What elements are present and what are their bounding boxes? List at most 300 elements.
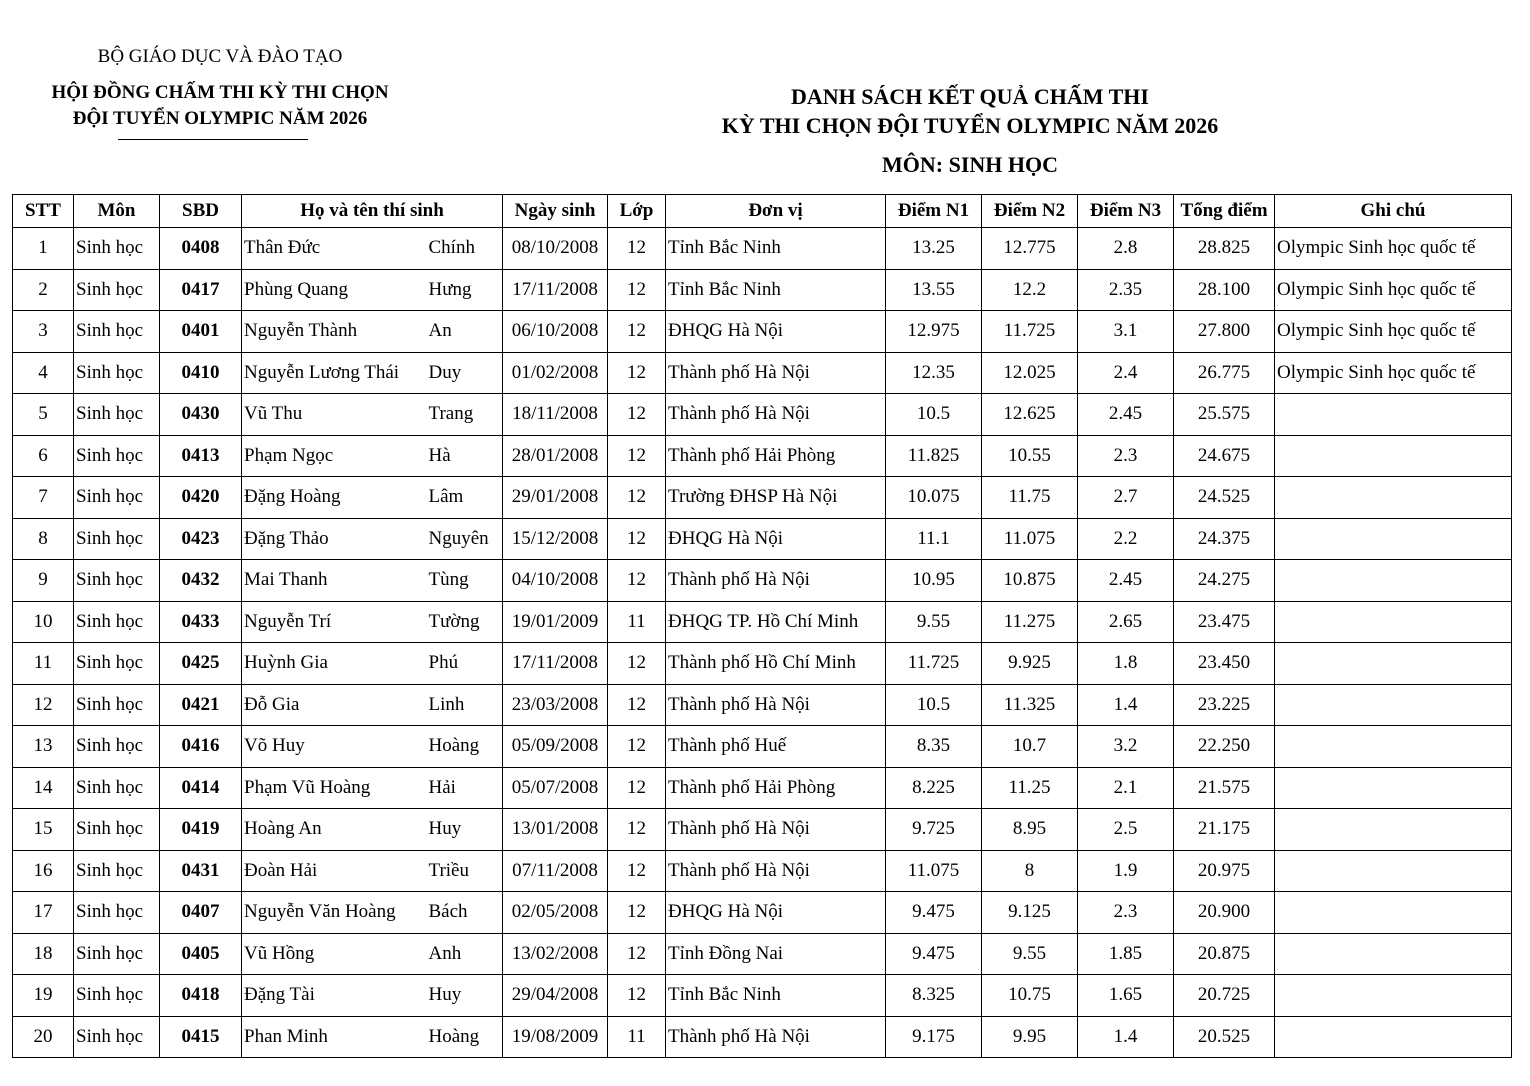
cell-unit: Thành phố Hồ Chí Minh [666,643,886,685]
cell-score-n1: 8.225 [886,767,982,809]
cell-note [1275,975,1512,1017]
cell-subject: Sinh học [74,560,160,602]
cell-dob: 17/11/2008 [503,269,608,311]
cell-total: 24.275 [1174,560,1275,602]
cell-unit: Trường ĐHSP Hà Nội [666,477,886,519]
cell-score-n2: 11.75 [982,477,1078,519]
cell-score-n2: 10.55 [982,435,1078,477]
cell-class: 11 [608,601,666,643]
table-row [13,601,1512,643]
cell-given-name: Triều [427,850,503,892]
cell-note [1275,684,1512,726]
cell-subject: Sinh học [74,311,160,353]
cell-dob: 02/05/2008 [503,892,608,934]
cell-subject: Sinh học [74,601,160,643]
header-sbd: SBD [160,195,242,228]
cell-surname: Võ Huy [242,726,427,768]
cell-score-n1: 13.55 [886,269,982,311]
results-table [12,194,1512,1058]
cell-total: 24.675 [1174,435,1275,477]
cell-score-n3: 1.8 [1078,643,1174,685]
cell-unit: ĐHQG Hà Nội [666,518,886,560]
cell-note: Olympic Sinh học quốc tế [1275,228,1512,270]
cell-given-name: Nguyên [427,518,503,560]
table-row [13,643,1512,685]
cell-score-n3: 2.45 [1078,560,1174,602]
cell-stt: 4 [13,352,74,394]
cell-note [1275,850,1512,892]
cell-given-name: Phú [427,643,503,685]
cell-note: Olympic Sinh học quốc tế [1275,311,1512,353]
header-score-n2: Điểm N2 [982,195,1078,228]
cell-surname: Mai Thanh [242,560,427,602]
table-row [13,933,1512,975]
cell-subject: Sinh học [74,643,160,685]
cell-sbd: 0408 [160,228,242,270]
cell-surname: Đoàn Hải [242,850,427,892]
cell-total: 23.225 [1174,684,1275,726]
cell-score-n3: 2.4 [1078,352,1174,394]
table-row [13,892,1512,934]
cell-given-name: Hải [427,767,503,809]
cell-stt: 11 [13,643,74,685]
cell-sbd: 0418 [160,975,242,1017]
cell-surname: Nguyễn Trí [242,601,427,643]
cell-score-n2: 12.775 [982,228,1078,270]
cell-note [1275,643,1512,685]
cell-score-n1: 9.55 [886,601,982,643]
cell-given-name: Chính [427,228,503,270]
cell-sbd: 0415 [160,1016,242,1058]
cell-stt: 17 [13,892,74,934]
cell-unit: Thành phố Hà Nội [666,560,886,602]
cell-given-name: Linh [427,684,503,726]
cell-class: 12 [608,518,666,560]
cell-given-name: Duy [427,352,503,394]
cell-total: 28.100 [1174,269,1275,311]
cell-class: 11 [608,1016,666,1058]
cell-class: 12 [608,767,666,809]
cell-given-name: Hưng [427,269,503,311]
cell-score-n1: 8.325 [886,975,982,1017]
cell-total: 28.825 [1174,228,1275,270]
cell-dob: 05/07/2008 [503,767,608,809]
cell-score-n1: 10.95 [886,560,982,602]
cell-total: 20.725 [1174,975,1275,1017]
cell-given-name: An [427,311,503,353]
cell-class: 12 [608,643,666,685]
table-row [13,435,1512,477]
issuer-block [20,44,420,132]
cell-unit: Tỉnh Đồng Nai [666,933,886,975]
cell-class: 12 [608,933,666,975]
cell-score-n1: 12.975 [886,311,982,353]
cell-score-n1: 13.25 [886,228,982,270]
cell-surname: Đỗ Gia [242,684,427,726]
cell-given-name: Tường [427,601,503,643]
cell-subject: Sinh học [74,726,160,768]
cell-score-n2: 9.55 [982,933,1078,975]
cell-given-name: Huy [427,975,503,1017]
cell-given-name: Lâm [427,477,503,519]
cell-sbd: 0419 [160,809,242,851]
cell-note [1275,1016,1512,1058]
cell-sbd: 0432 [160,560,242,602]
cell-unit: Thành phố Hà Nội [666,352,886,394]
cell-note: Olympic Sinh học quốc tế [1275,352,1512,394]
cell-unit: Thành phố Hải Phòng [666,435,886,477]
cell-class: 12 [608,892,666,934]
cell-score-n3: 2.7 [1078,477,1174,519]
cell-subject: Sinh học [74,269,160,311]
cell-class: 12 [608,477,666,519]
cell-stt: 10 [13,601,74,643]
cell-score-n1: 9.175 [886,1016,982,1058]
cell-stt: 16 [13,850,74,892]
header-note: Ghi chú [1275,195,1512,228]
cell-dob: 13/02/2008 [503,933,608,975]
cell-sbd: 0405 [160,933,242,975]
table-row [13,726,1512,768]
cell-subject: Sinh học [74,518,160,560]
cell-dob: 17/11/2008 [503,643,608,685]
cell-sbd: 0423 [160,518,242,560]
cell-total: 20.875 [1174,933,1275,975]
cell-score-n3: 2.45 [1078,394,1174,436]
cell-score-n2: 9.125 [982,892,1078,934]
cell-sbd: 0401 [160,311,242,353]
cell-note [1275,601,1512,643]
cell-note [1275,560,1512,602]
cell-score-n1: 9.475 [886,933,982,975]
cell-given-name: Hoàng [427,1016,503,1058]
cell-dob: 06/10/2008 [503,311,608,353]
cell-score-n2: 12.025 [982,352,1078,394]
header-lop: Lớp [608,195,666,228]
cell-subject: Sinh học [74,228,160,270]
cell-dob: 01/02/2008 [503,352,608,394]
header-full-name: Họ và tên thí sinh [242,195,503,228]
cell-surname: Vũ Hồng [242,933,427,975]
cell-surname: Nguyễn Lương Thái [242,352,427,394]
cell-dob: 29/04/2008 [503,975,608,1017]
cell-stt: 8 [13,518,74,560]
cell-score-n2: 8 [982,850,1078,892]
cell-unit: Thành phố Hà Nội [666,809,886,851]
cell-sbd: 0414 [160,767,242,809]
cell-stt: 14 [13,767,74,809]
ministry-name: BỘ GIÁO DỤC VÀ ĐÀO TẠO [97,46,343,67]
cell-surname: Huỳnh Gia [242,643,427,685]
document-title-block [560,82,1380,179]
cell-total: 23.450 [1174,643,1275,685]
cell-stt: 15 [13,809,74,851]
cell-total: 27.800 [1174,311,1275,353]
cell-surname: Nguyễn Văn Hoàng [242,892,427,934]
cell-unit: Tỉnh Bắc Ninh [666,975,886,1017]
cell-subject: Sinh học [74,767,160,809]
cell-score-n3: 2.3 [1078,892,1174,934]
cell-subject: Sinh học [74,394,160,436]
cell-total: 23.475 [1174,601,1275,643]
cell-total: 22.250 [1174,726,1275,768]
cell-subject: Sinh học [74,850,160,892]
cell-total: 21.575 [1174,767,1275,809]
cell-score-n1: 11.825 [886,435,982,477]
cell-class: 12 [608,850,666,892]
cell-stt: 1 [13,228,74,270]
cell-score-n3: 1.4 [1078,1016,1174,1058]
cell-stt: 13 [13,726,74,768]
cell-dob: 29/01/2008 [503,477,608,519]
cell-dob: 04/10/2008 [503,560,608,602]
table-row [13,477,1512,519]
cell-surname: Đặng Thảo [242,518,427,560]
cell-score-n3: 2.1 [1078,767,1174,809]
cell-given-name: Hoàng [427,726,503,768]
cell-note [1275,394,1512,436]
cell-unit: Thành phố Huế [666,726,886,768]
cell-score-n2: 12.625 [982,394,1078,436]
cell-surname: Phùng Quang [242,269,427,311]
table-row [13,850,1512,892]
cell-score-n1: 9.475 [886,892,982,934]
cell-given-name: Bách [427,892,503,934]
cell-dob: 18/11/2008 [503,394,608,436]
table-row [13,394,1512,436]
table-row [13,684,1512,726]
cell-given-name: Huy [427,809,503,851]
cell-score-n1: 10.5 [886,684,982,726]
table-row [13,767,1512,809]
cell-sbd: 0407 [160,892,242,934]
cell-note [1275,767,1512,809]
cell-subject: Sinh học [74,933,160,975]
cell-subject: Sinh học [74,892,160,934]
cell-dob: 05/09/2008 [503,726,608,768]
cell-unit: ĐHQG TP. Hồ Chí Minh [666,601,886,643]
cell-unit: ĐHQG Hà Nội [666,311,886,353]
cell-note [1275,726,1512,768]
cell-score-n3: 3.2 [1078,726,1174,768]
cell-surname: Phan Minh [242,1016,427,1058]
cell-score-n1: 11.725 [886,643,982,685]
cell-note [1275,809,1512,851]
cell-score-n2: 10.7 [982,726,1078,768]
cell-stt: 18 [13,933,74,975]
cell-surname: Thân Đức [242,228,427,270]
cell-dob: 15/12/2008 [503,518,608,560]
cell-subject: Sinh học [74,435,160,477]
table-header-row [13,195,1512,228]
cell-total: 21.175 [1174,809,1275,851]
cell-unit: Thành phố Hải Phòng [666,767,886,809]
cell-class: 12 [608,352,666,394]
cell-subject: Sinh học [74,352,160,394]
cell-subject: Sinh học [74,809,160,851]
cell-surname: Nguyễn Thành [242,311,427,353]
header-stt: STT [13,195,74,228]
cell-surname: Đặng Tài [242,975,427,1017]
table-row [13,560,1512,602]
cell-note [1275,477,1512,519]
cell-score-n3: 2.65 [1078,601,1174,643]
cell-surname: Phạm Ngọc [242,435,427,477]
cell-class: 12 [608,269,666,311]
cell-note [1275,518,1512,560]
cell-subject: Sinh học [74,477,160,519]
cell-sbd: 0416 [160,726,242,768]
cell-note [1275,933,1512,975]
cell-unit: Tỉnh Bắc Ninh [666,228,886,270]
results-body [13,228,1512,1058]
subject-line: MÔN: SINH HỌC [882,152,1058,177]
cell-unit: Tỉnh Bắc Ninh [666,269,886,311]
cell-score-n3: 1.4 [1078,684,1174,726]
cell-score-n1: 10.5 [886,394,982,436]
cell-total: 20.900 [1174,892,1275,934]
document-title: DANH SÁCH KẾT QUẢ CHẤM THI [791,84,1149,109]
cell-class: 12 [608,228,666,270]
cell-score-n3: 3.1 [1078,311,1174,353]
header-score-n3: Điểm N3 [1078,195,1174,228]
header-dob: Ngày sinh [503,195,608,228]
cell-given-name: Trang [427,394,503,436]
cell-subject: Sinh học [74,975,160,1017]
cell-class: 12 [608,560,666,602]
header-mon: Môn [74,195,160,228]
cell-sbd: 0420 [160,477,242,519]
cell-sbd: 0433 [160,601,242,643]
cell-dob: 23/03/2008 [503,684,608,726]
cell-given-name: Hà [427,435,503,477]
header-unit: Đơn vị [666,195,886,228]
cell-stt: 5 [13,394,74,436]
cell-sbd: 0430 [160,394,242,436]
cell-score-n1: 11.1 [886,518,982,560]
cell-stt: 2 [13,269,74,311]
table-row [13,269,1512,311]
cell-unit: Thành phố Hà Nội [666,394,886,436]
cell-sbd: 0413 [160,435,242,477]
cell-class: 12 [608,726,666,768]
cell-stt: 9 [13,560,74,602]
table-row [13,1016,1512,1058]
cell-score-n3: 2.2 [1078,518,1174,560]
cell-score-n2: 8.95 [982,809,1078,851]
cell-class: 12 [608,394,666,436]
cell-subject: Sinh học [74,1016,160,1058]
cell-total: 24.525 [1174,477,1275,519]
table-row [13,228,1512,270]
cell-dob: 08/10/2008 [503,228,608,270]
document-subtitle: KỲ THI CHỌN ĐỘI TUYỂN OLYMPIC NĂM 2026 [721,113,1219,138]
cell-score-n2: 9.95 [982,1016,1078,1058]
table-row [13,975,1512,1017]
cell-score-n1: 11.075 [886,850,982,892]
cell-sbd: 0410 [160,352,242,394]
cell-score-n2: 11.275 [982,601,1078,643]
cell-sbd: 0421 [160,684,242,726]
cell-score-n2: 10.875 [982,560,1078,602]
header-score-n1: Điểm N1 [886,195,982,228]
cell-score-n2: 11.25 [982,767,1078,809]
cell-subject: Sinh học [74,684,160,726]
cell-stt: 12 [13,684,74,726]
cell-stt: 20 [13,1016,74,1058]
cell-total: 26.775 [1174,352,1275,394]
cell-sbd: 0425 [160,643,242,685]
cell-score-n3: 2.35 [1078,269,1174,311]
cell-score-n2: 9.925 [982,643,1078,685]
cell-score-n3: 1.85 [1078,933,1174,975]
cell-surname: Hoàng An [242,809,427,851]
cell-total: 25.575 [1174,394,1275,436]
cell-score-n3: 2.3 [1078,435,1174,477]
cell-note [1275,435,1512,477]
cell-stt: 3 [13,311,74,353]
cell-dob: 07/11/2008 [503,850,608,892]
cell-score-n3: 1.9 [1078,850,1174,892]
cell-unit: ĐHQG Hà Nội [666,892,886,934]
cell-class: 12 [608,684,666,726]
cell-stt: 6 [13,435,74,477]
cell-score-n1: 9.725 [886,809,982,851]
council-line-1: HỘI ĐỒNG CHẤM THI KỲ THI CHỌN [51,82,389,103]
table-row [13,809,1512,851]
cell-score-n1: 12.35 [886,352,982,394]
cell-given-name: Tùng [427,560,503,602]
cell-score-n2: 12.2 [982,269,1078,311]
table-row [13,518,1512,560]
cell-unit: Thành phố Hà Nội [666,850,886,892]
cell-score-n2: 11.325 [982,684,1078,726]
cell-stt: 7 [13,477,74,519]
cell-total: 20.525 [1174,1016,1275,1058]
cell-surname: Vũ Thu [242,394,427,436]
cell-total: 20.975 [1174,850,1275,892]
cell-score-n3: 2.5 [1078,809,1174,851]
cell-note: Olympic Sinh học quốc tế [1275,269,1512,311]
cell-score-n3: 2.8 [1078,228,1174,270]
cell-score-n2: 11.075 [982,518,1078,560]
cell-total: 24.375 [1174,518,1275,560]
table-row [13,352,1512,394]
cell-given-name: Anh [427,933,503,975]
cell-score-n3: 1.65 [1078,975,1174,1017]
cell-surname: Đặng Hoàng [242,477,427,519]
cell-class: 12 [608,435,666,477]
cell-class: 12 [608,311,666,353]
cell-score-n1: 8.35 [886,726,982,768]
cell-score-n2: 10.75 [982,975,1078,1017]
cell-dob: 19/08/2009 [503,1016,608,1058]
cell-dob: 13/01/2008 [503,809,608,851]
council-underline [118,139,308,140]
cell-unit: Thành phố Hà Nội [666,1016,886,1058]
cell-surname: Phạm Vũ Hoàng [242,767,427,809]
cell-score-n1: 10.075 [886,477,982,519]
council-line-2: ĐỘI TUYỂN OLYMPIC NĂM 2026 [72,108,368,129]
cell-stt: 19 [13,975,74,1017]
cell-class: 12 [608,975,666,1017]
cell-score-n2: 11.725 [982,311,1078,353]
cell-class: 12 [608,809,666,851]
cell-sbd: 0431 [160,850,242,892]
cell-dob: 19/01/2009 [503,601,608,643]
table-row [13,311,1512,353]
cell-note [1275,892,1512,934]
